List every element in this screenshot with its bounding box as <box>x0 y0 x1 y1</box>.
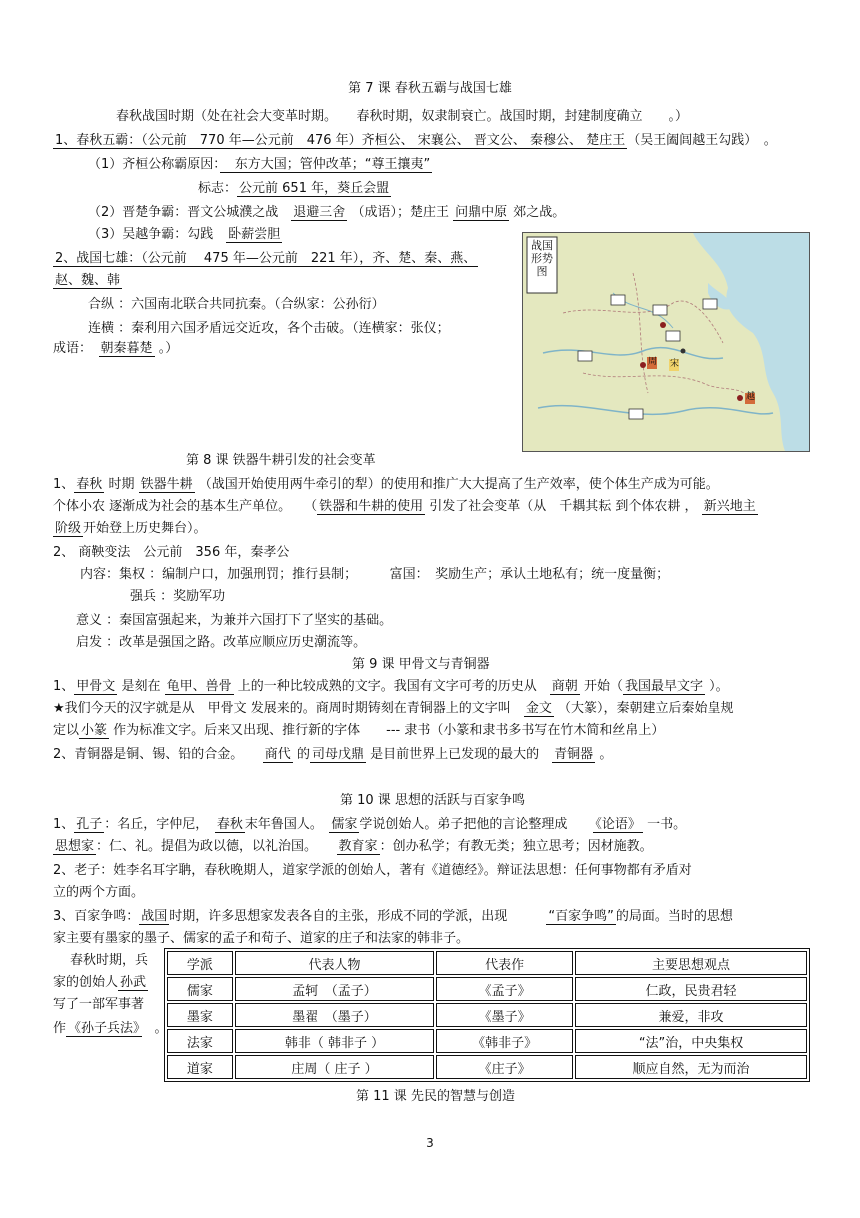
lesson9-line2: ★我们今天的汉字就是从 甲骨文 发展来的。商周时期铸刻在青铜器上的文字叫 金文 （大篆），秦朝建立后秦始皇规 <box>53 701 734 716</box>
table-cell: 顺应自然，无为而治 <box>575 1055 807 1079</box>
schools-table <box>164 948 810 1082</box>
lesson8-meaning: 意义 ：秦国富强起来，为兼并六国打下了坚实的基础。 <box>76 613 393 628</box>
table-header-row <box>167 951 807 975</box>
table-cell: 《孟子》 <box>436 977 573 1001</box>
lesson11-title: 第 11 课 先民的智慧与创造 <box>356 1089 515 1104</box>
lesson8-line3: 阶级 开始登上历史舞台）。 <box>55 521 207 536</box>
table-header-cell: 主要思想观点 <box>575 951 807 975</box>
lesson8-shangyang: 2、 商鞅变法 公元前 356 年，秦孝公 <box>53 545 290 560</box>
lesson10-thinker: 思想家 ：仁、礼。提倡为政以德，以礼治国。 教育家 ：创办私学；有教无类；独立思考；因材施教。 <box>55 839 653 854</box>
map-title: 战国形势图 <box>531 239 553 278</box>
table-cell: 墨翟 （墨子） <box>235 1003 434 1027</box>
table-cell: 儒家 <box>167 977 233 1001</box>
table-cell: 庄周（ 庄子 ） <box>235 1055 434 1079</box>
lesson10-laozi-cont: 立的两个方面。 <box>53 885 145 900</box>
table-header-cell: 代表作 <box>436 951 573 975</box>
table-cell: 孟轲 （孟子） <box>235 977 434 1001</box>
lesson7-seven-states: 2、战国七雄：（公元前 475 年—公元前 221 年），齐、楚、秦、燕、 <box>55 251 477 266</box>
table-header-cell: 学派 <box>167 951 233 975</box>
lesson9-bronze: 2、青铜器是铜、锡、铅的合金。 商代 的 司母戊鼎 是目前世界上已发现的最大的 青铜器 。 <box>53 747 613 762</box>
lesson9-line1: 1、 甲骨文 是刻在 龟甲、兽骨 上的一种比较成熟的文字。我国有文字可考的历史从 商朝 开始（ 我国最早文字 ）。 <box>53 679 729 694</box>
table-row <box>167 977 807 1001</box>
table-cell: 仁政，民贵君轻 <box>575 977 807 1001</box>
lesson8-inspiration: 启发 ：改革是强国之路。改革应顺应历史潮流等。 <box>76 635 367 650</box>
table-cell: 法家 <box>167 1029 233 1053</box>
page-number: 3 <box>426 1136 434 1150</box>
lesson7-q3: （3）吴越争霸：勾践 卧薪尝胆 <box>88 227 281 242</box>
table-cell: 《韩非子》 <box>436 1029 573 1053</box>
lesson10-title: 第 10 课 思想的活跃与百家争鸣 <box>340 793 525 808</box>
table-cell: 《庄子》 <box>436 1055 573 1079</box>
lesson9-line3: 定以 小篆 作为标准文字。后来又出现、推行新的字体 --- 隶书（小篆和隶书多书写在竹木简和丝帛上） <box>53 723 665 738</box>
map-drawing <box>523 233 809 451</box>
map-label-yue: 越 <box>746 392 756 402</box>
lesson10-schools-list: 家主要有墨家的墨子、儒家的孟子和荀子、道家的庄子和法家的韩非子。 <box>53 931 470 946</box>
lesson7-q2: （2）晋楚争霸：晋文公城濮之战 退避三舍 （成语）；楚庄王 问鼎中原 郊之战。 <box>88 205 566 220</box>
table-row <box>167 1055 807 1079</box>
lesson10-side-1: 春秋时期，兵 <box>70 953 149 968</box>
lesson8-content: 内容：集权 ：编制户口，加强刑罚；推行县制； 富国： 奖励生产；承认土地私有；统一度量衡； <box>80 567 670 582</box>
lesson8-line1: 1、 春秋 时期 铁器牛耕 （战国开始使用两牛牵引的犁）的使用和推广大大提高了生产效率，使个体生产成为可能。 <box>53 477 719 492</box>
lesson7-lianheng: 连横 ：秦利用六国矛盾远交近攻，各个击破。（连横家：张仪； <box>88 321 450 336</box>
lesson7-idiom: 成语： 朝秦暮楚 。） <box>53 341 179 356</box>
table-cell: “法”治，中央集权 <box>575 1029 807 1053</box>
lesson7-hezong: 合纵 ：六国南北联合共同抗秦。（合纵家：公孙衍） <box>88 297 385 312</box>
lesson10-side-3: 写了一部军事著 <box>53 997 145 1012</box>
map-label-zhou: 周 <box>648 357 658 367</box>
lesson9-title: 第 9 课 甲骨文与青铜器 <box>352 657 490 672</box>
lesson7-q1: （1）齐桓公称霸原因： 东方大国；管仲改革；“尊王攘夷” <box>88 157 431 172</box>
lesson7-intro: 春秋战国时期（处在社会大变革时期。 春秋时期，奴隶制衰亡。战国时期，封建制度确立 。） <box>116 109 689 124</box>
table-cell: 《墨子》 <box>436 1003 573 1027</box>
lesson7-five-hegemons: 1、春秋五霸：（公元前 770 年—公元前 476 年）齐桓公、 宋襄公、 晋文公、 秦穆公、 楚庄王 （吴王阖闾越王勾践） 。 <box>55 133 777 148</box>
table-cell: 道家 <box>167 1055 233 1079</box>
lesson10-side-4: 作 《孙子兵法》 。 <box>53 1021 168 1036</box>
table-cell: 韩非（ 韩非子 ） <box>235 1029 434 1053</box>
map-label-song: 宋 <box>670 359 680 369</box>
lesson7-q1-sign: 标志： 公元前 651 年，葵丘会盟 <box>198 181 390 196</box>
lesson10-side-2: 家的创始人 孙武 <box>53 975 147 990</box>
table-row <box>167 1029 807 1053</box>
lesson10-confucius: 1、 孔子 ：名丘，字仲尼， 春秋 末年鲁国人。 儒家 学说创始人。弟子把他的言论整理成 《论语》 一书。 <box>53 817 687 832</box>
table-cell: 墨家 <box>167 1003 233 1027</box>
lesson10-hundred-schools: 3、百家争鸣： 战国 时期，许多思想家发表各自的主张，形成不同的学派，出现 “百家争鸣” 的局面。当时的思想 <box>53 909 733 924</box>
lesson10-laozi: 2、老子：姓李名耳字聃，春秋晚期人，道家学派的创始人，著有《道德经》。辩证法思想：任何事物都有矛盾对 <box>53 863 692 878</box>
warring-states-map <box>522 232 810 452</box>
table-row <box>167 1003 807 1027</box>
lesson8-line2: 个体小农 逐渐成为社会的基本生产单位。 （ 铁器和牛耕的使用 引发了社会变革（从 千耦其耘 到个体农耕 ， 新兴地主 <box>53 499 756 514</box>
table-header-cell: 代表人物 <box>235 951 434 975</box>
lesson7-title: 第 7 课 春秋五霸与战国七雄 <box>348 81 512 96</box>
table-cell: 兼爱，非攻 <box>575 1003 807 1027</box>
lesson8-title: 第 8 课 铁器牛耕引发的社会变革 <box>186 453 376 468</box>
lesson7-seven-states-cont: 赵、魏、韩 <box>55 273 121 288</box>
lesson8-army: 强兵 ：奖励军功 <box>130 589 226 604</box>
